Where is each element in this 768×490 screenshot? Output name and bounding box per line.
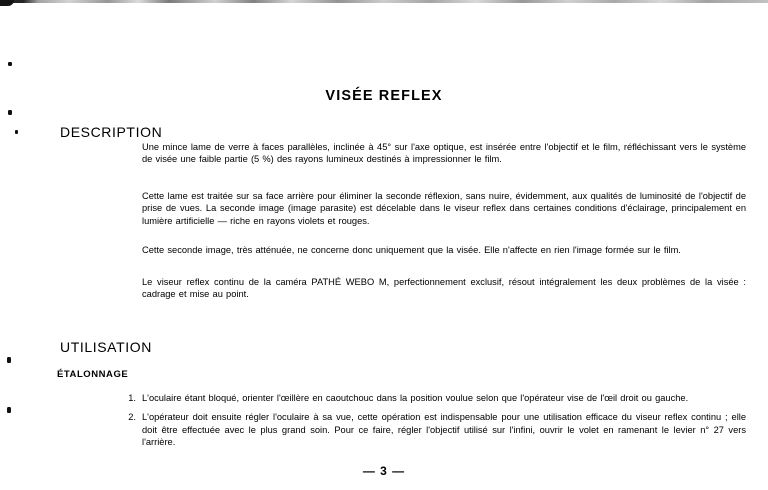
section-heading-utilisation: UTILISATION [60, 339, 152, 355]
description-paragraph: Cette lame est traitée sur sa face arrière pour éliminer la seconde réflexion, sans nuire, évidemment, aux qualités de luminosité de l'objectif de prise de vues. La seconde image (image parasite) est décelable dans le viseur reflex dans certaines conditions d'éclairage, principalement en lumière artificielle — riche en rayons violets et rouges. [142, 191, 746, 226]
scan-corner-artifact [0, 0, 14, 6]
scan-speckle [8, 62, 12, 66]
subsection-heading-etalonnage: ÉTALONNAGE [57, 369, 129, 380]
scan-speckle [7, 407, 11, 413]
description-paragraph: Le viseur reflex continu de la caméra PATHÉ WEBO M, perfectionnement exclusif, résout intégralement les deux problèmes de la visée : cadrage et mise au point. [142, 277, 746, 300]
list-item [118, 392, 746, 404]
scan-speckle [8, 110, 12, 115]
scan-speckle [15, 130, 18, 134]
scan-speckle [7, 357, 11, 363]
list-item-marker: 2. [128, 412, 136, 423]
page-title: VISÉE REFLEX [325, 88, 443, 104]
description-paragraph: Une mince lame de verre à faces parallèles, inclinée à 45° sur l'axe optique, est insérée entre l'objectif et le film, réfléchissant vers le système de visée une faible partie (5 %) des rayons lumineux destinés à impressionner le film. [142, 142, 746, 165]
list-item-marker: 1. [128, 393, 136, 403]
list-item-text: L'oculaire étant bloqué, orienter l'œillère en caoutchouc dans la position voulue selon que l'opérateur vise de l'œil droit ou gauche. [142, 393, 689, 403]
description-paragraph: Cette seconde image, très atténuée, ne concerne donc uniquement que la visée. Elle n'affecte en rien l'image formée sur le film. [142, 245, 681, 255]
scan-edge-artifact [0, 0, 768, 3]
section-heading-description: DESCRIPTION [60, 124, 163, 140]
list-item-text: L'opérateur doit ensuite régler l'oculaire à sa vue, cette opération est indispensable pour une utilisation efficace du viseur reflex continu ; elle doit être effectuée avec le plus grand soin. Pour ce faire, régler l'objectif utilisé sur l'infini, ouvrir le volet en ramenant le levier n° 27 vers l'arrière. [142, 412, 746, 448]
etalonnage-list [118, 392, 746, 456]
page-number: — 3 — [362, 464, 406, 478]
list-item [118, 411, 746, 448]
